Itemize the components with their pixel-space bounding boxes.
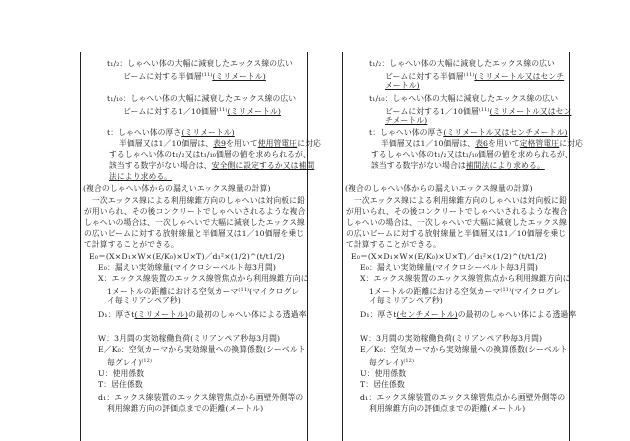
left-line: D₁：厚さt(ミリメートル)の最初のしゃへい体による透過率 <box>98 310 307 319</box>
right-line: の広いビームに対する放射線量と半価層又は1／10価層を乗じ <box>346 229 567 238</box>
right-line: d₁：エックス線装置のエックス線管焦点から画壁外側等の <box>360 393 566 402</box>
right-line: イ毎ミリアンペア秒) <box>369 296 443 305</box>
left-line: W：3月間の実効稼働負荷(ミリアンペア秒毎3月間) <box>98 334 281 343</box>
right-line: 該当する数字がない場合は補間法により求める。 <box>371 161 545 170</box>
left-line: E₀：漏えい実効線量(マイクロシーベルト毎3月間) <box>98 263 276 272</box>
left-line: 一次エックス線による利用線錐方向のしゃへいは対向板に鉛 <box>92 196 305 205</box>
left-line: が用いられ、その後コンクリートでしゃへいされるような複合 <box>84 207 306 216</box>
left-line: t₁/₁₀：しゃへい体の大幅に減衰したエックス線の広い <box>107 94 297 103</box>
left-line: 毎グレイ)$^{(12)}$ <box>107 358 153 367</box>
left-line: ビームに対する1／10価層$^{(11)}$(ミリメートル) <box>123 107 282 116</box>
right-line: メートル) <box>385 81 420 90</box>
right-line: D₁：厚さt(センチメートル)の最初のしゃへい体による透過率 <box>360 310 577 319</box>
left-formula: E₀＝(X×D₁×W×(E/K₀)×U×T)／d₁²×(1/2)^(t/t1/2) <box>89 252 285 261</box>
right-line: が用いられ、その後コンクリートでしゃへいされるような複合 <box>346 207 568 216</box>
right-line: T：居住係数 <box>360 380 405 389</box>
right-line: X：エックス線装置のエックス線管焦点から利用線錐方向に <box>360 274 571 283</box>
left-line: 半価層又は1／10価層は、表9を用いて使用管電圧に対応 <box>119 139 321 148</box>
left-line: 利用線錐方向の評価点までの距離(メートル) <box>107 404 264 413</box>
right-heading: (複合のしゃへい体からの漏えいエックス線量の計算) <box>345 184 533 193</box>
right-line: t₁/₂：しゃへい体の大幅に減衰したエックス線の広い <box>369 59 555 68</box>
left-line: ビームに対する半価層$^{(11)}$(ミリメートル) <box>123 72 266 81</box>
right-line: E／K₀：空気カーマから実効線量への換算係数(シーベルト <box>360 345 568 354</box>
right-line: しゃへいの場合は、一次しゃへいで大幅に減衰したエックス線 <box>346 218 567 227</box>
left-line: t₁/₂：しゃへい体の大幅に減衰したエックス線の広い <box>107 59 293 68</box>
right-line: 毎グレイ)$^{(12)}$ <box>369 358 415 367</box>
right-line: 1メートルの距離における空気カーマ$^{(11)}$(マイクログレ <box>369 287 562 296</box>
right-line: W：3月間の実効稼働負荷(ミリアンペア秒毎3月間) <box>360 334 543 343</box>
left-line: の広いビームに対する放射線量と半価層又は1／10価層を乗じ <box>84 229 305 238</box>
left-line: 法により求める。 <box>109 172 173 181</box>
right-formula: E₀＝(X×D₁×W×(E/K₀)×U×T)／d₁²×(1/2)^(t/t1/2) <box>351 252 547 261</box>
left-line: T：居住係数 <box>98 380 143 389</box>
left-heading: (複合のしゃへい体からの漏えいエックス線量の計算) <box>83 184 271 193</box>
left-line: t：しゃへい体の厚さ(ミリメートル) <box>107 128 235 137</box>
left-line: しゃへいの場合は、一次しゃへいで大幅に減衰したエックス線 <box>84 218 305 227</box>
right-line: するしゃへい体のt₁/₂又はt₁/₁₀価層の値を求められるが、 <box>371 150 573 159</box>
right-line: チメートル) <box>385 116 428 125</box>
left-line: E／K₀：空気カーマから実効線量への換算係数(シーベルト <box>98 345 306 354</box>
right-line: ビームに対する半価層$^{(11)}$(ミリメートル又はセンチ <box>385 72 565 81</box>
left-line: X：エックス線装置のエックス線管焦点から利用線錐方向に <box>98 274 309 283</box>
left-line: イ毎ミリアンペア秒) <box>107 296 181 305</box>
right-line: 利用線錐方向の評価点までの距離(メートル) <box>369 404 526 413</box>
right-line: t₁/₁₀：しゃへい体の大幅に減衰したエックス線の広い <box>369 94 559 103</box>
right-line: t：しゃへい体の厚さ(ミリメートル又はセンチメートル) <box>369 128 568 137</box>
right-line: て計算することができる。 <box>346 240 441 249</box>
left-line: て計算することができる。 <box>84 240 179 249</box>
left-line: d₁：エックス線装置のエックス線管焦点から画壁外側等の <box>98 393 304 402</box>
right-line: ビームに対する1／10価層$^{(11)}$(ミリメートル又はセン <box>385 107 572 116</box>
right-line: 半価層又は1／10価層は、表6を用いて定格管電圧に対応 <box>381 139 583 148</box>
left-line: するしゃへい体のt₁/₂又はt₁/₁₀価層の値を求められるが、 <box>109 150 311 159</box>
left-line: 1メートルの距離における空気カーマ$^{(11)}$(マイクログレ <box>107 287 300 296</box>
left-line: U：使用係数 <box>98 369 145 378</box>
right-line: E₀：漏えい実効線量(マイクロシーベルト毎3月間) <box>360 263 538 272</box>
left-line: 該当する数字がない場合は、安全側に設定するか又は補間 <box>109 161 315 170</box>
right-line: 一次エックス線による利用線錐方向のしゃへいは対向板に鉛 <box>354 196 567 205</box>
right-line: U：使用係数 <box>360 369 407 378</box>
